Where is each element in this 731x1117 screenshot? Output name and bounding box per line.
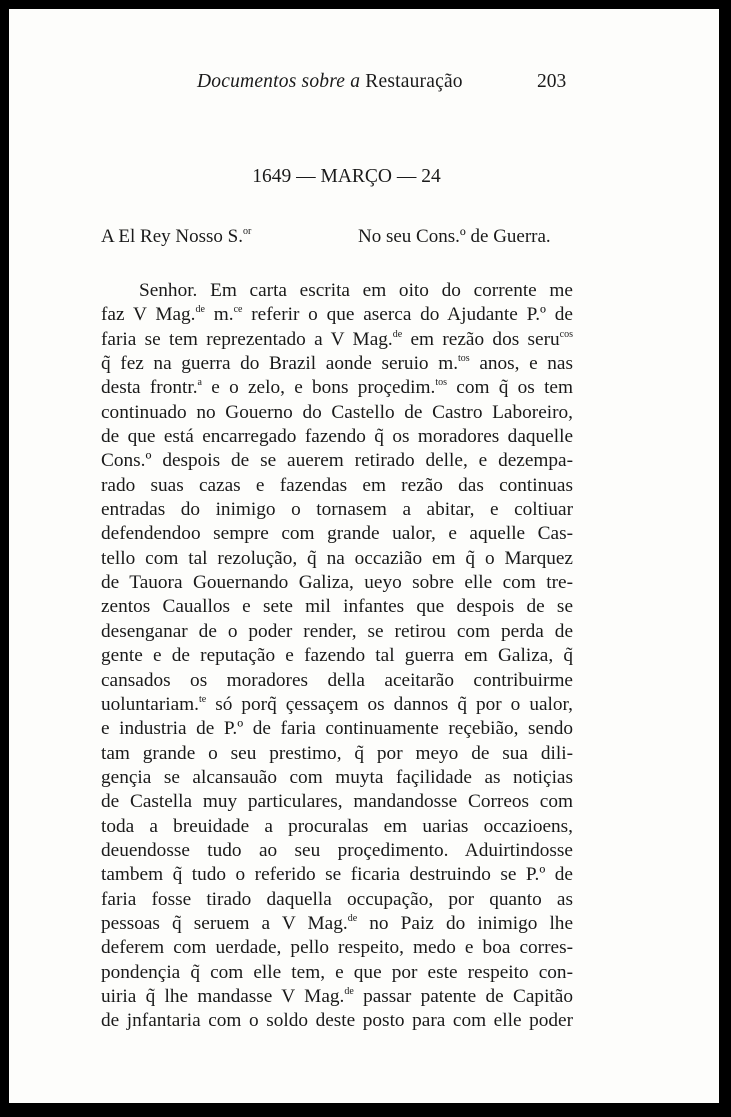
body-line: defendendoo sempre com grande ualor, e aquelle Cas- [101, 523, 573, 545]
body-line: Cons.º despois de se auerem retirado delle, e dezempa- [101, 450, 573, 472]
addressee-superscript: or [243, 226, 252, 237]
body-line: Senhor. Em carta escrita em oito do corrente me [139, 280, 573, 301]
body-line: de jnfantaria com o soldo deste posto para com elle poder [101, 1010, 573, 1032]
body-line: q̃ fez na guerra do Brazil aonde seruio m.$^{tos}$ anos, e nas [101, 353, 573, 375]
body-line: tambem q̃ tudo o referido se ficaria destruindo se P.º de [101, 864, 573, 886]
body-line: tam grande o seu prestimo, q̃ por meyo de sua dili- [101, 742, 573, 764]
body-line: de Tauora Gouernando Galiza, ueyo sobre elle com tre- [101, 572, 573, 594]
abbreviation-superscript: tos [435, 377, 448, 389]
abbreviation-superscript: tos [458, 353, 470, 365]
body-line: zentos Cauallos e sete mil infantes que despois de se [101, 596, 573, 618]
body-line: gençia se alcansauão com muyta façilidade as notiçias [101, 766, 573, 788]
body-line: faz V Mag.$^{de}$ m.$^{ce}$ referir o que aserca do Ajudante P.º de [101, 304, 573, 326]
abbreviation-superscript: de [347, 912, 358, 924]
abbreviation-superscript: de [344, 985, 354, 997]
abbreviation-superscript: a [197, 377, 202, 389]
running-title-italic: Documentos sobre a [197, 71, 361, 92]
abbreviation-superscript: cos [559, 328, 573, 340]
body-line: uoluntariam.$^{te}$ só porq̃ çessaçem os dannos q̃ por o ualor, [101, 693, 573, 715]
body-line: de que está encarregado fazendo q̃ os moradores daquelle [101, 426, 573, 448]
body-line: de Castella muy particulares, mandandosse Correos com [101, 791, 573, 813]
abbreviation-superscript: te [199, 693, 207, 705]
body-line: rado suas cazas e fazendas em rezão das continuas [101, 474, 573, 496]
body-line: deuendosse tudo ao seu proçedimento. Aduirtindosse [101, 839, 573, 861]
document-date: 1649 — MARÇO — 24 [252, 166, 441, 187]
abbreviation-superscript: ce [233, 304, 243, 316]
body-line: tello com tal rezolução, q̃ na occazião em q̃ o Marquez [101, 547, 573, 569]
body-line: desenganar de o poder render, se retirou com perda de [101, 620, 573, 642]
body-line: toda a breuidade a procuralas em uarias occazioens, [101, 815, 573, 837]
addressee-text: A El Rey Nosso S. [101, 226, 243, 247]
body-line: uiria q̃ lhe mandasse V Mag.$^{de}$ passar patente de Capitão [101, 985, 573, 1007]
page-number: 203 [537, 71, 567, 92]
body-line: deferem com uerdade, pello respeito, medo e boa corres- [101, 937, 573, 959]
abbreviation-superscript: de [392, 328, 403, 340]
running-title-rest: Restauração [360, 71, 463, 92]
body-line: faria fosse tirado daquella occupação, por quanto as [101, 888, 573, 910]
document-page [9, 9, 719, 1103]
council-note: No seu Cons.º de Guerra. [358, 226, 551, 247]
body-line: e industria de P.º de faria continuamente reçebião, sendo [101, 718, 573, 740]
body-line: gente e de reputação e fazendo tal guerra em Galiza, q̃ [101, 645, 573, 667]
body-line: entradas do inimigo o tornasem a abitar, e coltiuar [101, 499, 573, 521]
body-line: cansados os moradores della aceitarão contribuirme [101, 669, 573, 691]
body-line: desta frontr.$^a$ e o zelo, e bons proçedim.$^{tos}$ com q̃ os tem [101, 377, 573, 399]
addressee [101, 226, 251, 248]
running-header [9, 71, 719, 99]
body-line: pessoas q̃ seruem a V Mag.$^{de}$ no Paiz do inimigo lhe [101, 912, 574, 934]
letter-body [101, 279, 573, 1034]
body-line: pondençia q̃ com elle tem, e que por este respeito con- [101, 961, 573, 983]
running-title [197, 71, 463, 93]
body-line: faria se tem reprezentado a V Mag.$^{de}$ em rezão dos seru$^{cos}$ [101, 328, 573, 350]
body-line: continuado no Gouerno do Castello de Castro Laboreiro, [101, 401, 573, 423]
abbreviation-superscript: de [195, 304, 205, 316]
